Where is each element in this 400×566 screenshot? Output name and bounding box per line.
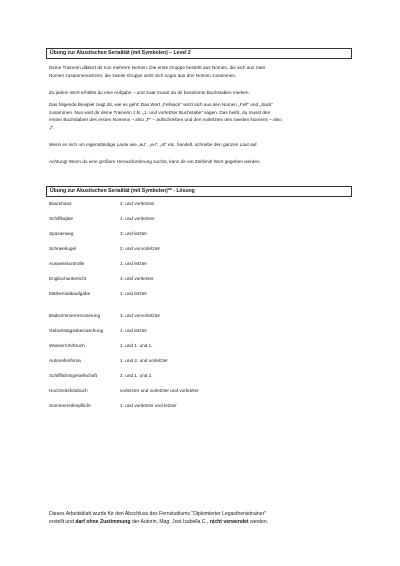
- exercise-title: Übung zur Akustischen Serialität (mit Symbolen) – Level 2: [46, 48, 352, 59]
- word: Baumhaus: [49, 201, 72, 206]
- instruction: 1. und 2. und vorletzter: [120, 358, 168, 363]
- list-item: [49, 355, 349, 370]
- word: Wasserrohrbruch: [49, 343, 85, 348]
- word: Mathematikaufgabe: [49, 291, 91, 296]
- footer-line-2: [49, 518, 359, 526]
- instruction: 2. und vorletztes: [120, 201, 155, 206]
- example-paragraph: [49, 101, 355, 131]
- word: Sommerreifenpflicht: [49, 403, 91, 408]
- instruction: 2. und vorvorletzter: [120, 246, 161, 251]
- instruction: 1. und vorletzter und letzter: [120, 403, 177, 408]
- word: Spazierweg: [49, 231, 74, 236]
- instruction: 1. und vorletztes: [120, 216, 155, 221]
- list-item: [49, 310, 349, 325]
- list-item: [49, 273, 349, 288]
- list-item: [49, 370, 349, 385]
- footer-text: der Autorin, Mag. Jost Isabella C.,: [130, 519, 210, 525]
- word: Schifffahrtsgesellschaft: [49, 373, 98, 378]
- footer-text: erstellt und: [49, 519, 76, 525]
- example-line-1: Das folgende Beispiel zeigt dir, wie es geht: Das Wort „Fellsack“ setzt sich aus den Nomen „Fell“ und „Sack“: [49, 102, 273, 107]
- list-item: [49, 228, 349, 243]
- footer-line-1: Dieses Arbeitsblatt wurde für den Abschluss des Fernstudiums "Diplomierter Legasthenietrainer": [49, 511, 267, 517]
- instruction: 1. und 1. und 1.: [120, 343, 153, 348]
- list-item: [49, 400, 349, 415]
- word: Badezimmerrenovierung: [49, 313, 101, 318]
- word: Autoreifenfirma: [49, 358, 81, 363]
- footer-emphasis: nicht verwendet: [209, 519, 249, 525]
- word: Hochzeitsfotobuch: [49, 388, 88, 393]
- word-list-three-nouns: [49, 310, 349, 415]
- example-line-3: ersten Buchstaben des ersten Nomens – also „F“ – aufschreiben und den vorletzten des zweiten Nomens – also: [49, 117, 282, 123]
- list-item: [49, 325, 349, 340]
- list-item: [49, 243, 349, 258]
- sounds-paragraph: Wenn es sich um eigenständige Laute wie „au“, „eu“, „st“ etc. handelt, schreibe den ganzen Laut auf.: [49, 142, 258, 147]
- intro-line-2: Nomen zusammensetzen, die zweite Gruppe setzt sich sogar aus drei Nomen zusammen.: [49, 72, 237, 78]
- example-line-4: „l“.: [49, 124, 55, 130]
- list-item: [49, 258, 349, 273]
- list-item: [49, 385, 349, 400]
- instruction: 2. und 1. und 2.: [120, 373, 153, 378]
- instruction: 3. und vorletzter: [120, 276, 154, 281]
- instruction: 1. und letzter: [120, 328, 148, 333]
- example-line-2: zusammen. Nun wird dir deine Trainerin z.B. „1. und vorletzter Buchstabe“ sagen. Das heißt, du musst den: [49, 109, 271, 115]
- list-item: [49, 213, 349, 228]
- intro-line-1: Deine Trainerin diktiert dir nun mehrere Nomen. Die erste Gruppe besteht aus Nomen, die sich aus zwei: [49, 65, 265, 70]
- word: Ausweiskontrolle: [49, 261, 85, 266]
- warning-paragraph: Achtung! Wenn du eine größere Herausforderung suchst, kann dir ein Zeitlimit/ Wort gegeben werden.: [49, 159, 261, 164]
- list-item: [49, 288, 349, 303]
- task-paragraph: Zu jedem Wort erhältst du eine Aufgabe – und zwar musst du dir bestimmte Buchstaben merken.: [49, 90, 250, 95]
- list-item: [49, 340, 349, 355]
- instruction: vorletzter und vorletzter und vorletzter: [120, 388, 199, 393]
- solution-title: Übung zur Akustischen Serialität (mit Symbolen)** - Lösung: [46, 186, 352, 197]
- instruction: 3. und vorvorletzter: [120, 313, 161, 318]
- instruction: 1. und letzter: [120, 261, 148, 266]
- word: Englischunterricht: [49, 276, 87, 281]
- word: Schneekugel: [49, 246, 77, 251]
- word-list-two-nouns: [49, 198, 349, 303]
- list-item: [49, 198, 349, 213]
- intro-paragraph: [49, 64, 355, 79]
- instruction: 1. und letzter: [120, 291, 148, 296]
- instruction: 3. und letzter: [120, 231, 148, 236]
- footer-emphasis: darf ohne Zustimmung: [75, 519, 131, 525]
- word: Schiffkajüte: [49, 216, 74, 221]
- word: Geburtstagsüberraschung: [49, 328, 104, 333]
- footer-text: werden.: [248, 519, 269, 525]
